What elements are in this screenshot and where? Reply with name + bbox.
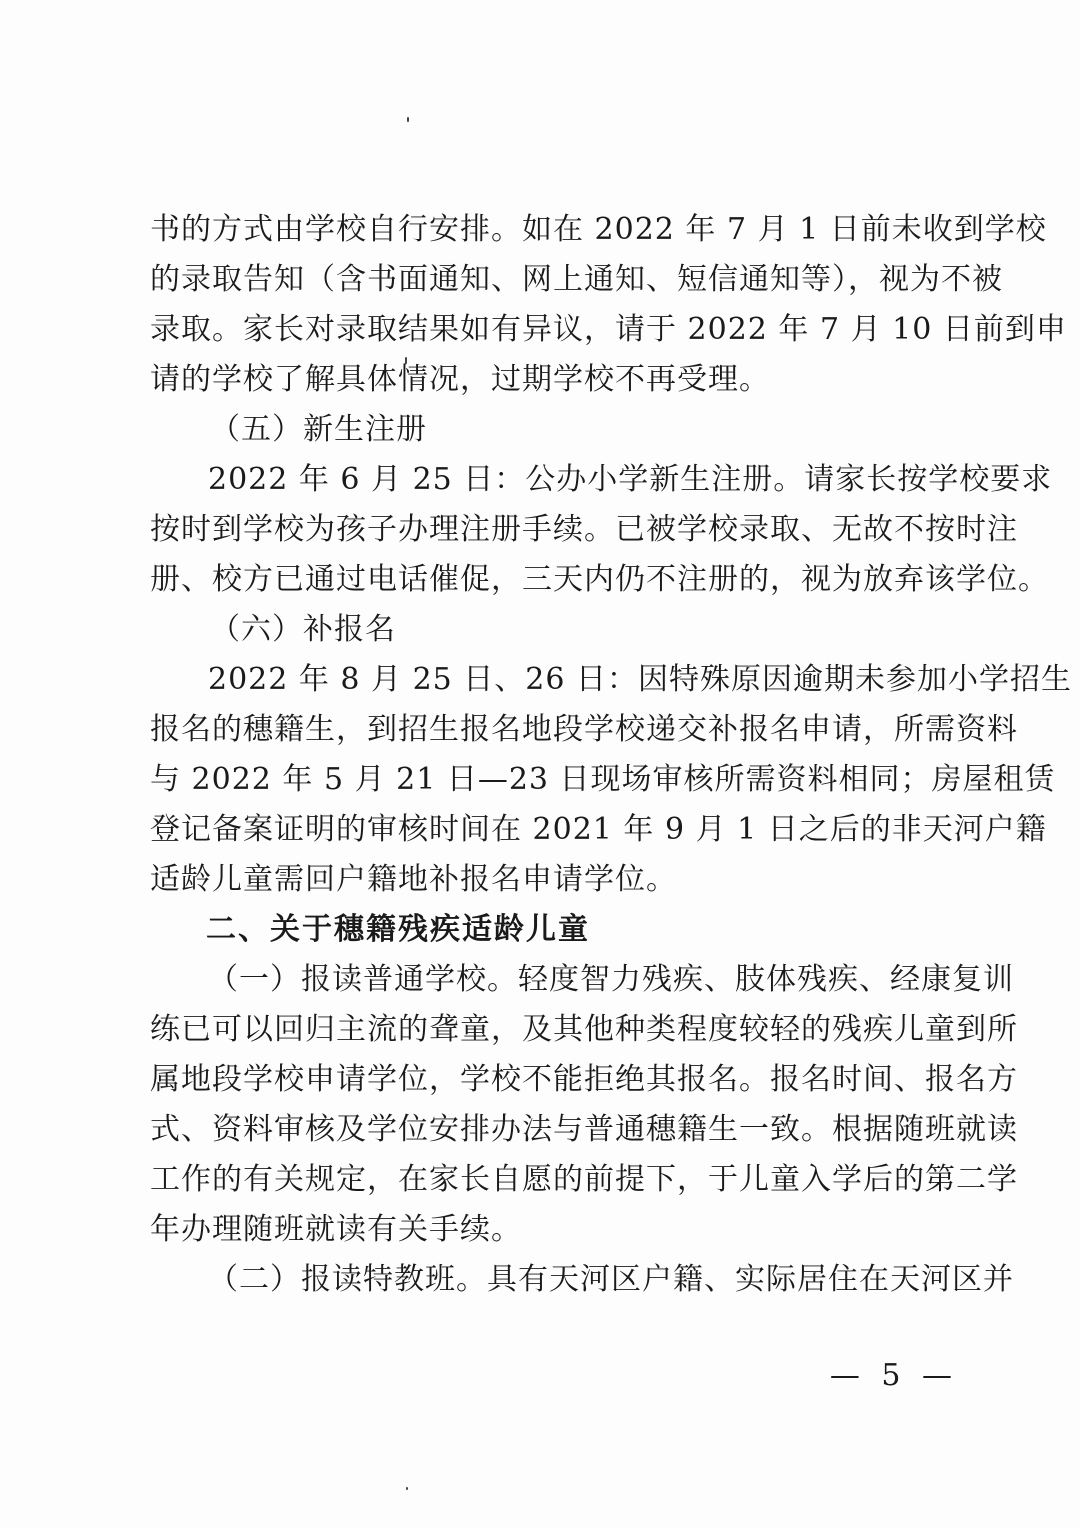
scan-speck [406,1487,408,1490]
paragraph-line: （二）报读特教班。具有天河区户籍、实际居住在天河区并 [208,1262,1014,1297]
paragraph-line: 登记备案证明的审核时间在 2021 年 9 月 1 日之后的非天河户籍 [150,812,1047,847]
paragraph-line: （一）报读普通学校。轻度智力残疾、肢体残疾、经康复训 [208,962,1014,997]
paragraph-line: 式、资料审核及学位安排办法与普通穗籍生一致。根据随班就读 [150,1112,1018,1147]
section-heading: （五）新生注册 [210,412,427,447]
scan-speck [407,117,409,122]
paragraph-line: 2022 年 6 月 25 日：公办小学新生注册。请家长按学校要求 [208,462,1053,497]
paragraph-line: 2022 年 8 月 25 日、26 日：因特殊原因逾期未参加小学招生 [208,662,1072,697]
paragraph-line: 报名的穗籍生，到招生报名地段学校递交补报名申请，所需资料 [150,712,1018,747]
paragraph-line: 录取。家长对录取结果如有异议，请于 2022 年 7 月 10 日前到申 [150,312,1067,347]
page-number: — 5 — [829,1358,958,1393]
paragraph-line: 按时到学校为孩子办理注册手续。已被学校录取、无故不按时注 [150,512,1018,547]
paragraph-line: 年办理随班就读有关手续。 [150,1212,522,1247]
section-heading: （六）补报名 [210,612,396,647]
paragraph-line: 适龄儿童需回户籍地补报名申请学位。 [150,862,677,897]
chapter-heading: 二、关于穗籍残疾适龄儿童 [206,912,590,947]
paragraph-line: 属地段学校申请学位，学校不能拒绝其报名。报名时间、报名方 [150,1062,1018,1097]
paragraph-line: 书的方式由学校自行安排。如在 2022 年 7 月 1 日前未收到学校 [150,212,1047,247]
body-text [150,205,1072,1305]
paragraph-line: 与 2022 年 5 月 21 日—23 日现场审核所需资料相同；房屋租赁 [150,762,1056,797]
paragraph-line: 册、校方已通过电话催促，三天内仍不注册的，视为放弃该学位。 [150,562,1049,597]
paragraph-line: 工作的有关规定，在家长自愿的前提下，于儿童入学后的第二学 [150,1162,1018,1197]
paragraph-line: 请的学校了解具体情况，过期学校不再受理。 [150,362,770,397]
paragraph-line: 练已可以回归主流的聋童，及其他种类程度较轻的残疾儿童到所 [150,1012,1018,1047]
paragraph-line: 的录取告知（含书面通知、网上通知、短信通知等），视为不被 [150,262,1003,297]
